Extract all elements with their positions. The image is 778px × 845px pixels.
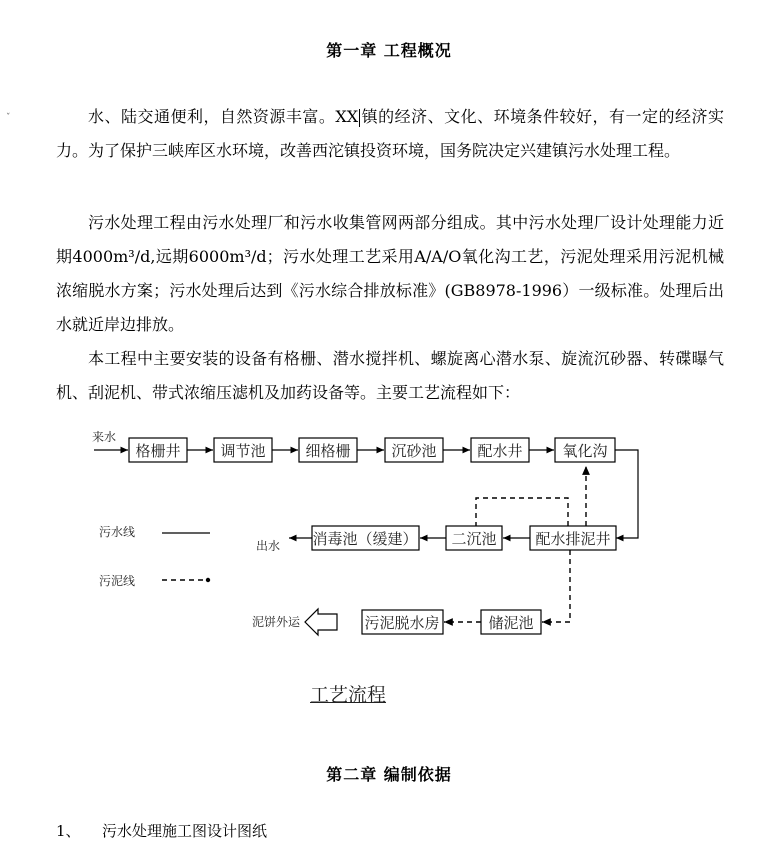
svg-text:格栅井: 格栅井 — [135, 442, 181, 460]
sludge-to-storage-line — [542, 550, 570, 622]
box-dewatering-room — [362, 610, 443, 634]
inflow-label: 来水 — [92, 430, 117, 444]
list-item — [56, 820, 267, 841]
paragraph-3: 本工程中主要安装的设备有格栅、潜水搅拌机、螺旋离心潜水泵、旋流沉砂器、转碟曝气机、刮泥机、带式浓缩压滤机及加药设备等。主要工艺流程如下： — [56, 349, 724, 402]
svg-text:储泥池: 储泥池 — [488, 614, 534, 632]
paragraph-2: 污水处理工程由污水处理厂和污水收集管网两部分组成。其中污水处理厂设计处理能力近期4000m³/d,远期6000m³/d；污水处理工艺采用A/A/O氧化沟工艺，污泥处理采用污泥机械浓缩脱水方案；污水处理后达到《污水综合排放标准》(GB8978-1996）一级标准。处理后出水就近岸边排放。 — [56, 213, 724, 334]
sludge-loop-line — [476, 498, 568, 526]
box-sludge-storage — [481, 610, 541, 634]
box-grit-chamber — [385, 438, 443, 462]
svg-text:配水井: 配水井 — [477, 442, 523, 460]
paragraph-1-part-b: 镇的经济、文化、环境条件较好，有一定的经济实力。为了保护三峡库区水环境，改善西沱镇投资环境，国务院决定兴建镇污水处理工程。 — [56, 107, 724, 160]
box-secondary-clarifier — [446, 526, 502, 550]
text-cursor — [359, 109, 360, 127]
svg-text:氧化沟: 氧化沟 — [562, 442, 608, 460]
svg-text:沉砂池: 沉砂池 — [391, 442, 437, 460]
chapter1-title: 第一章 工程概况 — [326, 41, 452, 60]
paragraph-1-part-a: 水、陆交通便利，自然资源丰富。XX — [88, 107, 359, 126]
box-disinfection-tank — [312, 526, 419, 550]
svg-text:配水排泥井: 配水排泥井 — [535, 530, 611, 548]
box-grille — [129, 438, 187, 462]
svg-text:污泥脱水房: 污泥脱水房 — [364, 614, 440, 632]
list-item-text: 污水处理施工图设计图纸 — [102, 822, 268, 840]
legend-sludge-dot — [206, 578, 210, 582]
outflow-label: 出水 — [256, 539, 281, 553]
legend-sludge-label: 污泥线 — [99, 574, 136, 588]
box-oxidation-ditch — [555, 438, 615, 462]
list-item-number: 1、 — [56, 822, 81, 840]
svg-text:二沉池: 二沉池 — [451, 530, 497, 548]
box-regulating — [214, 438, 272, 462]
svg-text:消毒池（缓建）: 消毒池（缓建） — [312, 530, 418, 548]
cake-out-label: 泥饼外运 — [252, 615, 301, 629]
arrow-oxidation-to-sludge-well — [615, 450, 638, 538]
paragraph-1 — [56, 100, 724, 168]
process-flow-diagram — [0, 410, 778, 642]
legend-sewage-label: 污水线 — [99, 525, 136, 539]
svg-text:细格栅: 细格栅 — [305, 442, 351, 460]
margin-marker: ˇ — [6, 113, 11, 123]
box-distribution-well — [471, 438, 529, 462]
diagram-caption: 工艺流程 — [310, 684, 387, 706]
svg-text:调节池: 调节池 — [220, 442, 266, 460]
chapter2-title: 第二章 编制依据 — [326, 765, 452, 784]
box-sludge-distribution-well — [530, 526, 616, 550]
hollow-arrow-icon — [305, 609, 337, 635]
box-fine-grille — [299, 438, 357, 462]
